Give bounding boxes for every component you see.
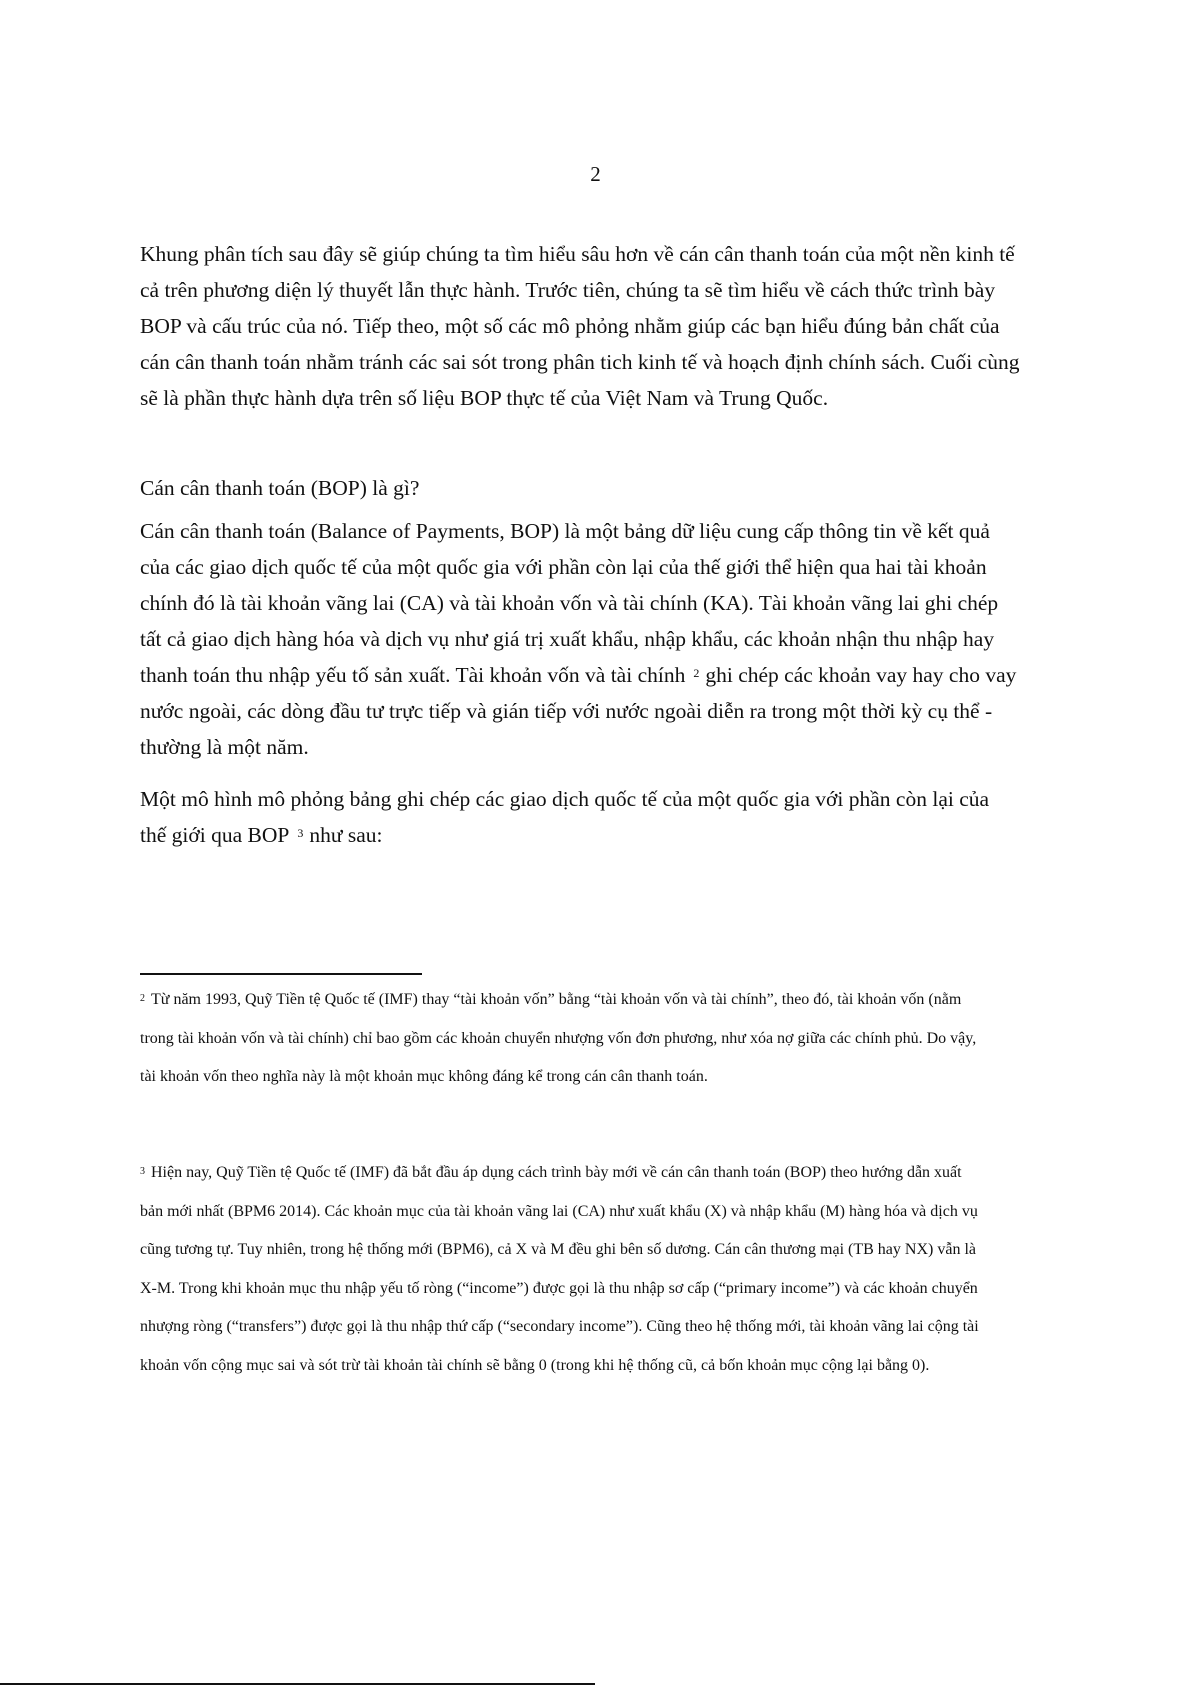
footnote-3 (140, 1154, 980, 1385)
section-heading (140, 470, 1020, 506)
definition-text (140, 513, 1020, 765)
footnote-marker-3: 3 (140, 1166, 145, 1177)
footnote-separator (140, 973, 422, 975)
model-text-part1: Một mô hình mô phỏng bảng ghi chép các giao dịch quốc tế của một quốc gia với phần còn lại của thế giới qua BOP (140, 787, 990, 847)
definition-paragraph (140, 513, 1020, 765)
intro-text: Khung phân tích sau đây sẽ giúp chúng ta tìm hiểu sâu hơn về cán cân thanh toán của một nền kinh tế cả trên phương diện lý thuyết lẫn thực hành. Trước tiên, chúng ta sẽ tìm hiểu về cách thức trình bày BOP và cấu trúc của nó. Tiếp theo, một số các mô phỏng nhằm giúp các bạn hiểu đúng bản chất của cán cân thanh toán nhằm tránh các sai sót trong phân tich kinh tế và hoạch định chính sách. Cuối cùng sẽ là phần thực hành dựa trên số liệu BOP thực tế của Việt Nam và Trung Quốc. (140, 242, 1020, 410)
model-text-part2: như sau: (309, 823, 383, 847)
definition-text-part2: ghi chép các khoản vay hay cho vay nước ngoài, các dòng đầu tư trực tiếp và gián tiếp với nước ngoài diễn ra trong một thời kỳ cụ thể - thường là một năm. (140, 663, 1017, 759)
definition-text-part1: Cán cân thanh toán (Balance of Payments, BOP) là một bảng dữ liệu cung cấp thông tin về kết quả của các giao dịch quốc tế của một quốc gia với phần còn lại của thế giới thể hiện qua hai tài khoản chính đó là tài khoản vãng lai (CA) và tài khoản vốn và tài chính (KA). Tài khoản vãng lai ghi chép tất cả giao dịch hàng hóa và dịch vụ như giá trị xuất khẩu, nhập khẩu, các khoản nhận thu nhập hay thanh toán thu nhập yếu tố sản xuất. Tài khoản vốn và tài chính (140, 519, 999, 687)
intro-paragraph (140, 236, 1020, 416)
page-number: 2 (590, 162, 601, 186)
footnote-text-2: Từ năm 1993, Quỹ Tiền tệ Quốc tế (IMF) thay “tài khoản vốn” bằng “tài khoản vốn và tài chính”, theo đó, tài khoản vốn (nằm trong tài khoản vốn và tài chính) chỉ bao gồm các khoản chuyển nhượng vốn đơn phương, như xóa nợ giữa các chính phủ. Do vậy, tài khoản vốn theo nghĩa này là một khoản mục không đáng kể trong cán cân thanh toán. (140, 991, 977, 1085)
footnote-marker-2: 2 (140, 993, 145, 1004)
heading-text: Cán cân thanh toán (BOP) là gì? (140, 476, 420, 500)
footnote-ref-3: 3 (297, 826, 304, 840)
footnote-ref-2: 2 (693, 666, 700, 680)
model-paragraph (140, 781, 1020, 853)
footnote-2 (140, 981, 980, 1097)
footnote-text-3: Hiện nay, Quỹ Tiền tệ Quốc tế (IMF) đã bắt đầu áp dụng cách trình bày mới về cán cân thanh toán (BOP) theo hướng dẫn xuất bản mới nhất (BPM6 2014). Các khoản mục của tài khoản vãng lai (CA) như xuất khẩu (X) và nhập khẩu (M) hàng hóa và dịch vụ cũng tương tự. Tuy nhiên, trong hệ thống mới (BPM6), cả X và M đều ghi bên số dương. Cán cân thương mại (TB hay NX) vẫn là X-M. Trong khi khoản mục thu nhập yếu tố ròng (“income”) được gọi là thu nhập sơ cấp (“primary income”) và các khoản chuyển nhượng ròng (“transfers”) được gọi là thu nhập thứ cấp (“secondary income”). Cũng theo hệ thống mới, tài khoản vãng lai cộng tài khoản vốn cộng mục sai và sót trừ tài khoản tài chính sẽ bằng 0 (trong khi hệ thống cũ, cả bốn khoản mục cộng lại bằng 0). (140, 1164, 979, 1374)
model-text (140, 781, 1020, 853)
